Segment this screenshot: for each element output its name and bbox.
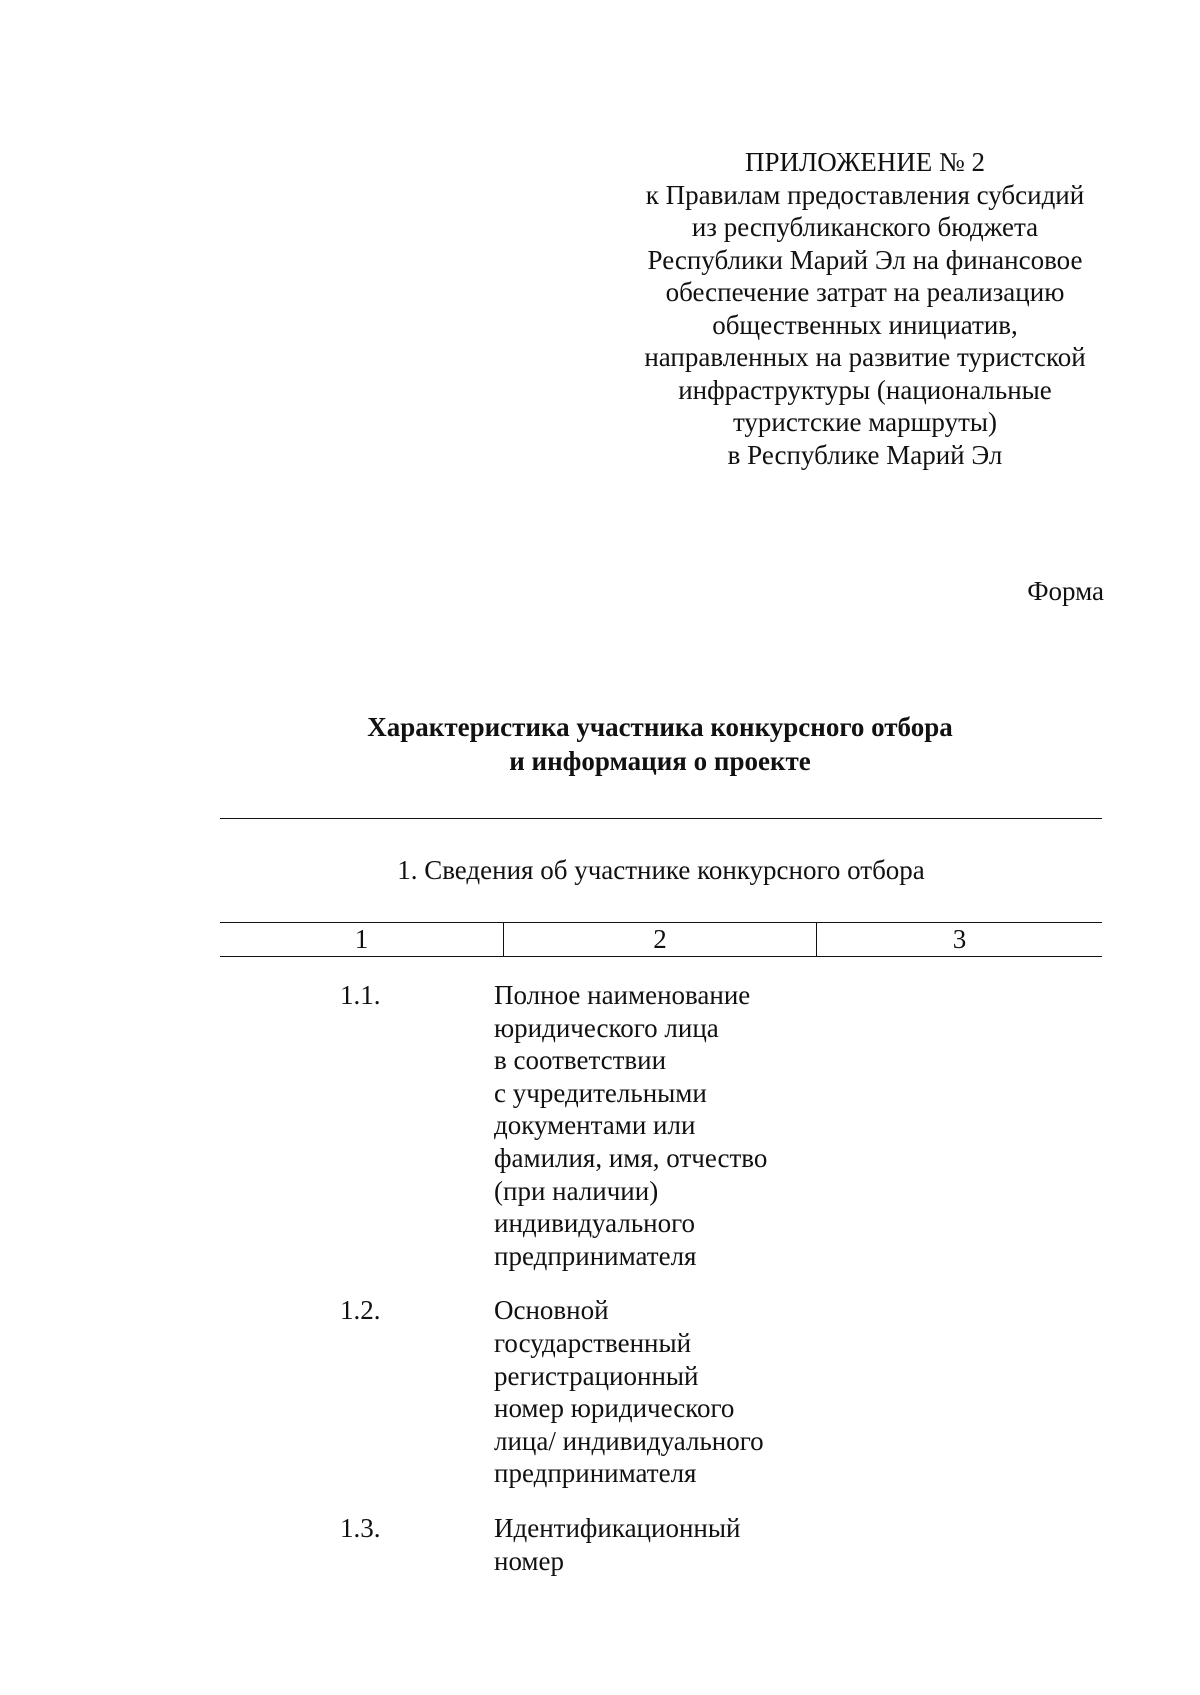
appendix-line: из республиканского бюджета bbox=[691, 212, 1039, 242]
row-label-line: документами или bbox=[494, 1110, 696, 1141]
appendix-line: обеспечение затрат на реализацию bbox=[665, 277, 1065, 307]
row-number: 1.1. bbox=[340, 980, 381, 1010]
row-label-line: (при наличии) bbox=[494, 1175, 659, 1206]
row-label-line: Основной bbox=[494, 1295, 609, 1326]
appendix-line: в Республике Марий Эл bbox=[727, 439, 1003, 470]
table-column-header: 1 bbox=[220, 923, 504, 956]
document-title bbox=[260, 710, 1060, 778]
appendix-line: к Правилам предоставления субсидий bbox=[645, 179, 1085, 210]
row-label-line: фамилия, имя, отчество bbox=[494, 1142, 768, 1173]
row-label-line: Полное наименование bbox=[494, 980, 751, 1010]
document-title-line: Характеристика участника конкурсного отбора bbox=[367, 712, 953, 742]
row-label-line: номер юридического bbox=[494, 1393, 735, 1424]
row-label-line: Идентификационный bbox=[494, 1512, 741, 1543]
row-number: 1.2. bbox=[340, 1295, 381, 1326]
document-title-line: и информация о проекте bbox=[509, 746, 811, 776]
title-underline-rule bbox=[220, 818, 1102, 819]
row-label-line: с учредительными bbox=[494, 1077, 707, 1108]
table-column-header: 3 bbox=[952, 924, 967, 954]
row-label-line: лица/ индивидуального bbox=[494, 1425, 764, 1456]
appendix-line: направленных на развитие туристской bbox=[644, 342, 1086, 372]
table-row bbox=[220, 1294, 1102, 1490]
table-column-header-row bbox=[220, 922, 1102, 957]
row-label-line: государственный bbox=[494, 1327, 692, 1358]
appendix-line: Республики Марий Эл на финансовое bbox=[647, 244, 1083, 275]
table-row bbox=[220, 979, 1102, 1272]
form-label: Форма bbox=[1027, 576, 1104, 606]
row-label-line: номер bbox=[494, 1545, 565, 1576]
table-column-header: 2 bbox=[504, 923, 817, 956]
appendix-line: общественных инициатив, bbox=[712, 309, 1018, 340]
row-label bbox=[460, 1294, 814, 1490]
row-label-line: юридического лица bbox=[494, 1012, 719, 1043]
row-label-line: предпринимателя bbox=[494, 1458, 697, 1489]
row-label bbox=[460, 979, 814, 1272]
section-heading: 1. Сведения об участнике конкурсного отбора bbox=[397, 855, 925, 885]
row-label-line: индивидуального bbox=[494, 1208, 696, 1239]
row-label bbox=[460, 1512, 814, 1577]
row-label-line: предпринимателя bbox=[494, 1240, 697, 1271]
appendix-line: инфраструктуры (национальные bbox=[678, 374, 1052, 405]
row-label-line: в соответствии bbox=[494, 1045, 667, 1076]
appendix-line: ПРИЛОЖЕНИЕ № 2 bbox=[744, 147, 986, 177]
appendix-line: туристские маршруты) bbox=[732, 407, 998, 437]
row-number: 1.3. bbox=[340, 1512, 381, 1543]
row-label-line: регистрационный bbox=[494, 1360, 699, 1391]
table-row bbox=[220, 1512, 1102, 1577]
appendix-header bbox=[620, 146, 1110, 471]
table-body bbox=[220, 979, 1102, 1599]
